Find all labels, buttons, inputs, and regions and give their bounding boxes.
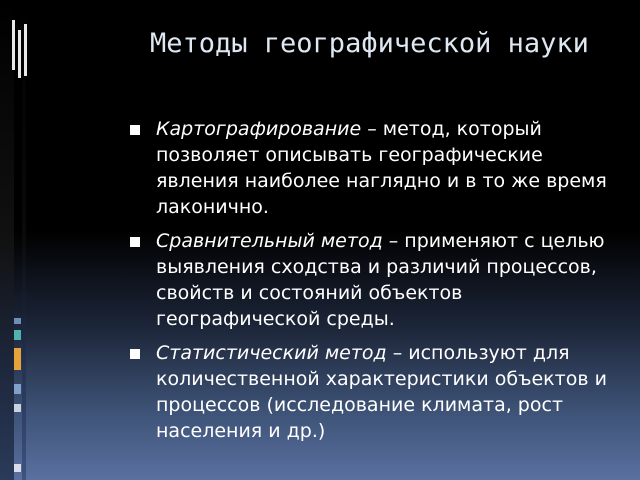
method-description: – используют для количественной характеристики объектов и процессов (исследование климата, рост населения и др.) <box>156 342 607 442</box>
slide-title: Методы географической науки <box>150 28 589 59</box>
list-item <box>130 340 620 444</box>
square-bullet-icon <box>130 237 140 247</box>
method-term: Картографирование <box>156 118 362 140</box>
method-term: Статистический метод <box>156 342 387 364</box>
method-description: – применяют с целью выявления сходства и различий процессов, свойств и состояний объектов географической среды. <box>156 230 605 330</box>
list-item <box>130 116 620 220</box>
strip-background <box>0 0 14 480</box>
square-bullet-icon <box>130 349 140 359</box>
method-description: – метод, который позволяет описывать географические явления наиболее наглядно и в то же время лаконично. <box>156 118 607 218</box>
square-bullet-icon <box>130 125 140 135</box>
list-item <box>130 228 620 332</box>
methods-list <box>130 116 620 452</box>
method-term: Сравнительный метод <box>156 230 383 252</box>
